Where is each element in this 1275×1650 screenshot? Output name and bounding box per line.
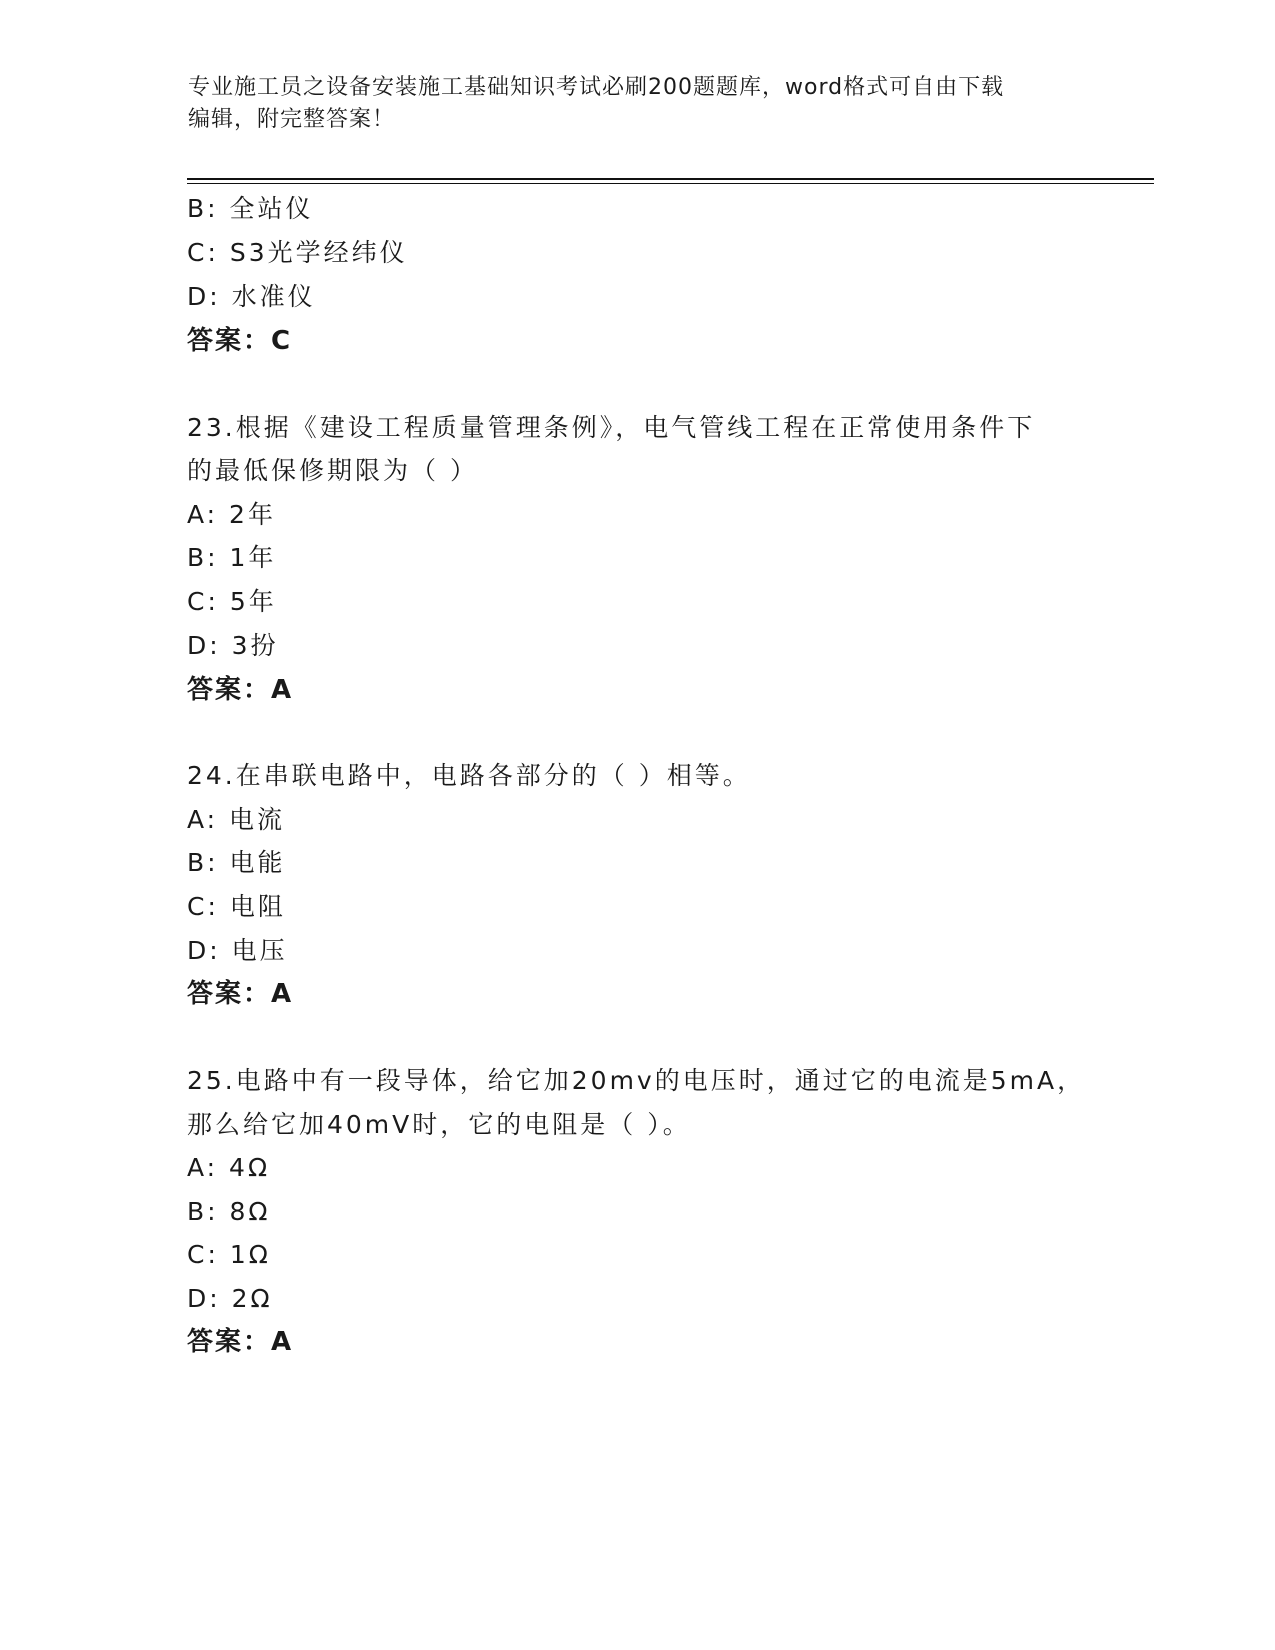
- question-stem: 24.在串联电路中，电路各部分的（ ）相等。: [187, 761, 751, 790]
- option-a: A: 4Ω: [187, 1153, 271, 1182]
- option-b: B: 8Ω: [187, 1197, 271, 1226]
- option-b: B: 全站仪: [187, 194, 314, 223]
- option-d: D: 2Ω: [187, 1284, 273, 1313]
- option-d: D: 电压: [187, 936, 288, 965]
- answer-label: 答案：C: [187, 326, 293, 356]
- question-stem: 23.根据《建设工程质量管理条例》，电气管线工程在正常使用条件下: [187, 413, 1036, 442]
- header-divider-thin: [187, 183, 1154, 184]
- header-line-1: 专业施工员之设备安装施工基础知识考试必刷200题题库，word格式可自由下载: [188, 75, 1005, 100]
- question-stem: 那么给它加40mV时，它的电阻是（ ）。: [187, 1110, 691, 1139]
- question-stem: 的最低保修期限为（ ）: [187, 456, 478, 485]
- option-d: D: 水准仪: [187, 282, 316, 311]
- option-c: C: 1Ω: [187, 1240, 271, 1269]
- document-header: [188, 72, 1088, 136]
- answer-label: 答案：A: [187, 979, 294, 1009]
- answer-label: 答案：A: [187, 675, 294, 705]
- option-b: B: 1年: [187, 543, 277, 572]
- option-d: D: 3扮: [187, 631, 279, 660]
- header-line-2: 编辑，附完整答案！: [188, 107, 396, 132]
- header-divider-thick: [187, 178, 1154, 180]
- option-a: A: 电流: [187, 805, 286, 834]
- answer-label: 答案：A: [187, 1327, 294, 1357]
- question-stem: 25.电路中有一段导体，给它加20mv的电压时，通过它的电流是5mA，: [187, 1066, 1086, 1095]
- option-a: A: 2年: [187, 500, 276, 529]
- option-c: C: S3光学经纬仪: [187, 238, 408, 267]
- option-c: C: 电阻: [187, 892, 286, 921]
- option-c: C: 5年: [187, 587, 277, 616]
- option-b: B: 电能: [187, 848, 286, 877]
